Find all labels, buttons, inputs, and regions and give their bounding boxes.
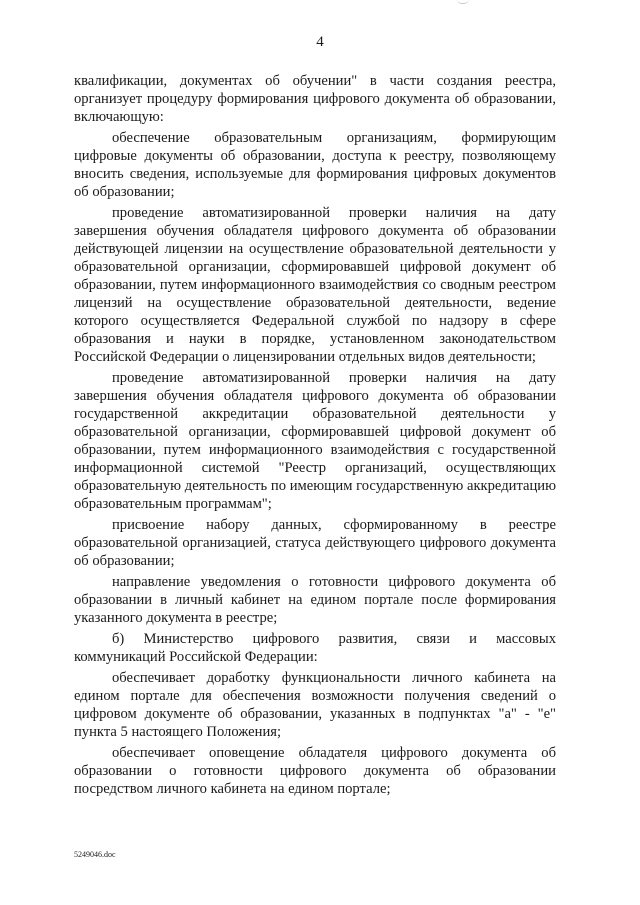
paragraph-continuation: квалификации, документах об обучении" в части создания реестра, организует процедуру формирования цифрового документа об образовании, включающую: [74,73,556,125]
document-body [74,72,556,798]
paragraph-ministry-heading: б) Министерство цифрового развития, связи и массовых коммуникаций Российской Федерации: [74,631,556,665]
footer-file-name: 5249046.doc [74,850,116,859]
paragraph-license-check: проведение автоматизированной проверки наличия на дату завершения обучения обладателя цифрового документа об образовании действующей лицензии на осуществление образовательной деятельности у образовательной организации, сформировавшей цифровой документ об образовании, путем информационного взаимодействия со сводным реестром лицензий на осуществление образовательной деятельности, ведение которого осуществляется Федеральной службой по надзору в сфере образования и науки в порядке, установленном законодательством Российской Федерации о лицензировании отдельных видов деятельности; [74,205,556,365]
paragraph-cabinet-improvement: обеспечивает доработку функциональности личного кабинета на едином портале для обеспечения возможности получения сведений о цифровом документе об образовании, указанных в подпунктах "а" - "е" пункта 5 настоящего Положения; [74,670,556,740]
paragraph-accreditation-check: проведение автоматизированной проверки наличия на дату завершения обучения обладателя цифрового документа об образовании государственной аккредитации образовательной деятельности у образовательной организации, сформировавшей цифровой документ об образовании, путем информационного взаимодействия с государственной информационной системой "Реестр организаций, осуществляющих образовательную деятельность по имеющим государственную аккредитацию образовательным программам"; [74,370,556,512]
page-number: 4 [316,34,324,50]
paragraph-status-assignment: присвоение набору данных, сформированному в реестре образовательной организацией, статуса действующего цифрового документа об образовании; [74,517,556,569]
paragraph-holder-alert: обеспечивает оповещение обладателя цифрового документа об образовании о готовности цифрового документа об образовании посредством личного кабинета на едином портале; [74,745,556,797]
paragraph-notification: направление уведомления о готовности цифрового документа об образовании в личный кабинет на едином портале после формирования указанного документа в реестре; [74,574,556,626]
top-edge-mark [457,0,469,4]
paragraph-registry-access: обеспечение образовательным организациям, формирующим цифровые документы об образовании, доступа к реестру, позволяющему вносить сведения, используемые для формирования цифровых документов об образовании; [74,130,556,200]
